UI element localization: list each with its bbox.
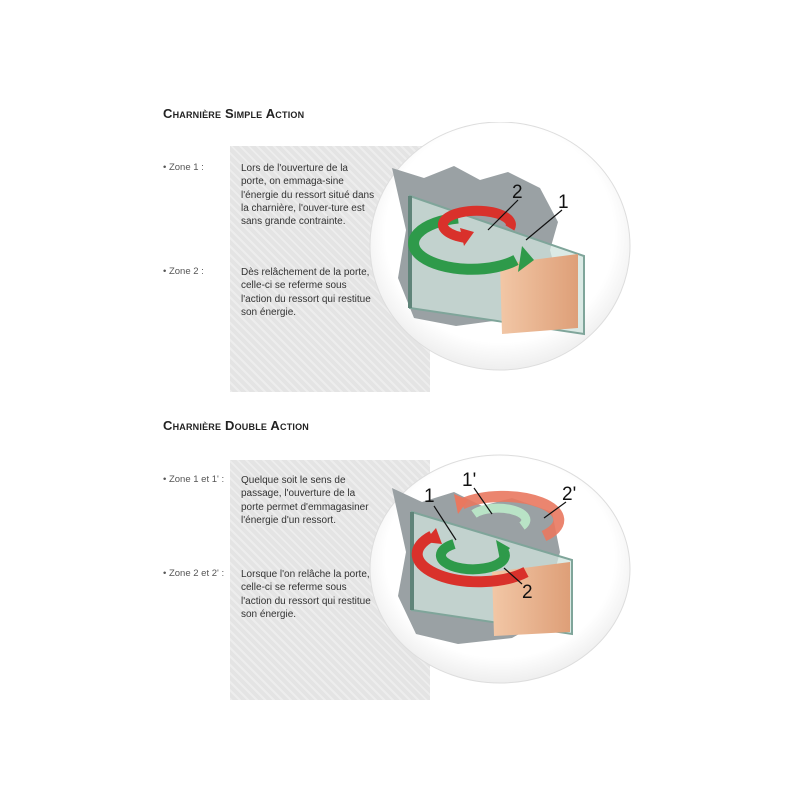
zone-label: • Zone 2 : [163, 266, 204, 277]
marker-label: 2 [522, 582, 533, 603]
zone-description: Lorsque l'on relâche la porte, celle-ci se referme sous l'action du ressort qui restitue son énergie. [241, 569, 371, 620]
marker-label: 2' [562, 484, 577, 505]
simple-action-illustration [362, 122, 632, 376]
zone-label: • Zone 1 : [163, 162, 204, 173]
section-title: Charnière Double Action [163, 418, 310, 433]
marker-label: 1' [462, 470, 477, 491]
section-double-action [0, 412, 800, 702]
zone-description: Lors de l'ouverture de la porte, on emmaga-sine l'énergie du ressort situé dans la charnière, l'ouver-ture est sans grande contrainte. [241, 163, 375, 228]
zone-description: Quelque soit le sens de passage, l'ouverture de la porte permet d'emmagasiner l'énergie d'un ressort. [241, 475, 369, 526]
marker-label: 2 [512, 182, 523, 203]
marker-label: 1 [558, 192, 569, 213]
hinge-diagram [362, 452, 632, 707]
double-action-illustration [362, 452, 632, 702]
section-simple-action [0, 100, 800, 390]
zone-label: • Zone 1 et 1' : [163, 474, 225, 485]
marker-label: 1 [424, 486, 435, 507]
zone-label: • Zone 2 et 2' : [163, 568, 225, 579]
hinge-diagram [362, 122, 632, 381]
section-title: Charnière Simple Action [163, 106, 305, 121]
zone-description: Dès relâchement de la porte, celle-ci se referme sous l'action du ressort qui restitue son énergie. [241, 267, 371, 318]
